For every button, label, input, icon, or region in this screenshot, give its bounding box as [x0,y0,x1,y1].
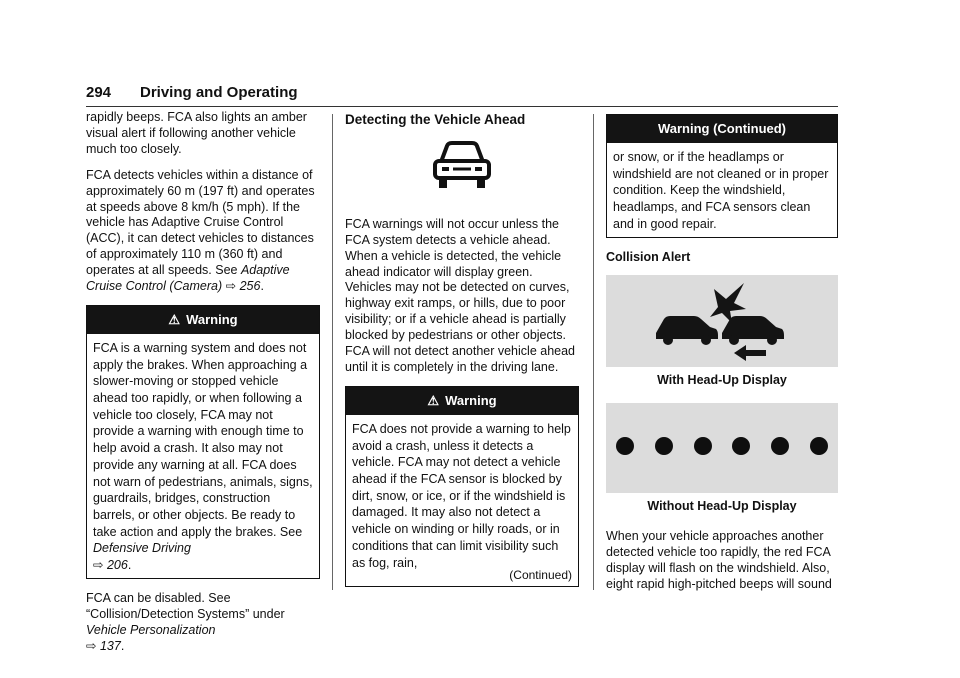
warning-header: Warning (Continued) [607,115,837,143]
alert-light-icon [771,437,789,455]
vehicle-ahead-icon [427,138,497,192]
figure-caption: Without Head-Up Display [647,499,797,514]
warning-triangle-icon: ⚠ [168,311,181,327]
warning-body: FCA is a warning system and does not apply the brakes. When approaching a slower-moving or stopped vehicle ahead too rapidly, or when following a vehicle too closely, FCA may not provide a warning with enough time to help avoid a crash. It also may not provide any warning at all. FCA does not warn of pedestrians, animals, signs, guardrails, bridges, construction barrels, or other objects. Be ready to take action and apply the brakes. See Defensive Driving ⇨ 206. [93,340,313,573]
paragraph: FCA warnings will not occur unless the FCA system detects a vehicle ahead. When a vehicle is detected, the vehicle ahead indicator will display green. Vehicles may not be detected on curves, highway exit ramps, or hills, due to poor visibility; or if a vehicle ahead is partially blocked by pedestrians or other objects. FCA will not detect another vehicle ahead until it is completely in the driving lane. [345,216,575,374]
subsection-label: Collision Alert [606,249,691,264]
alert-light-icon [810,437,828,455]
column-1 [86,110,320,664]
cross-reference-link[interactable]: Vehicle Personalization [86,622,216,637]
alert-light-icon [732,437,750,455]
vehicle-ahead-indicator [345,138,579,197]
page-ref-number[interactable]: 206 [106,558,128,573]
warning-title: Warning [186,311,238,327]
page-header [86,84,838,107]
page-ref-number[interactable]: 256 [239,279,261,294]
continued-label: (Continued) [509,568,572,583]
warning-body: or snow, or if the headlamps or windshield are not cleaned or in proper condition. Keep the windshield, headlamps, and FCA sensors clean and in good repair. [613,150,829,231]
warning-text: FCA is a warning system and does not apply the brakes. When approaching a slower-moving or stopped vehicle ahead too rapidly, or when following a vehicle too closely, FCA may not provide a warning with enough time to help avoid a crash. It also may not provide any warning at all. FCA does not warn of pedestrians, animals, signs, guardrails, bridges, construction barrels, or other objects. Be ready to take action and apply the brakes. See [93,340,313,539]
warning-box [345,386,579,587]
warning-triangle-icon: ⚠ [427,392,440,408]
paragraph-text: FCA detects vehicles within a distance of approximately 60 m (197 ft) and operates at speeds above 8 km/h (5 mph). If the vehicle has Adaptive Cruise Control (ACC), it can detect vehicles to distances of approximately 110 m (360 ft) and operates at all speeds. See [86,167,315,278]
warning-title: Warning [445,392,497,408]
page-ref-arrow-icon: ⇨ [93,558,104,573]
no-hud-figure [606,403,838,493]
collision-alert-icon [606,275,838,367]
paragraph-text: FCA can be disabled. See “Collision/Detection Systems” under [86,590,285,621]
page-ref-arrow-icon: ⇨ [225,279,237,294]
alert-light-icon [694,437,712,455]
section-title: Driving and Operating [140,84,298,101]
column-divider [332,114,333,590]
warning-box [86,305,320,579]
section-heading: Detecting the Vehicle Ahead [345,112,526,127]
page-number: 294 [86,84,112,101]
figure-caption: With Head-Up Display [657,373,787,388]
paragraph: When your vehicle approaches another detected vehicle too rapidly, the red FCA display will flash on the windshield. Also, eight rapid high-pitched beeps will sound [606,529,832,591]
warning-box-continued [606,114,838,238]
column-3 [606,110,838,603]
alert-lights-row [616,437,828,455]
page-ref-number[interactable]: 137 [99,638,121,653]
column-2 [345,110,579,599]
paragraph: rapidly beeps. FCA also lights an amber visual alert if following another vehicle much too closely. [86,110,307,156]
paragraph: FCA detects vehicles within a distance of approximately 60 m (197 ft) and operates at speeds above 8 km/h (5 mph). If the vehicle has Adaptive Cruise Control (ACC), it can detect vehicles to distances of approximately 110 m (360 ft) and operates at all speeds. See Adaptive Cruise Control (Camera) ⇨ 256. [86,167,315,294]
cross-reference-link[interactable]: Adaptive Cruise Control (Camera) [86,263,290,294]
alert-light-icon [655,437,673,455]
cross-reference-link[interactable]: Defensive Driving [93,541,191,556]
page-ref-arrow-icon: ⇨ [86,638,97,653]
paragraph: FCA can be disabled. See “Collision/Detection Systems” under Vehicle Personalization ⇨ 137. [86,590,285,653]
warning-header [87,306,319,334]
hud-collision-figure [606,275,838,367]
alert-light-icon [616,437,634,455]
warning-header [346,387,578,415]
column-divider [593,114,594,590]
warning-body [346,415,578,586]
warning-text: FCA does not provide a warning to help avoid a crash, unless it detects a vehicle. FCA may not detect a vehicle ahead if the FCA sensor is blocked by dirt, snow, or ice, or if the windshield is damaged. It may also not detect a vehicle on winding or hilly roads, or in conditions that can limit visibility such as fog, rain, [352,421,571,570]
